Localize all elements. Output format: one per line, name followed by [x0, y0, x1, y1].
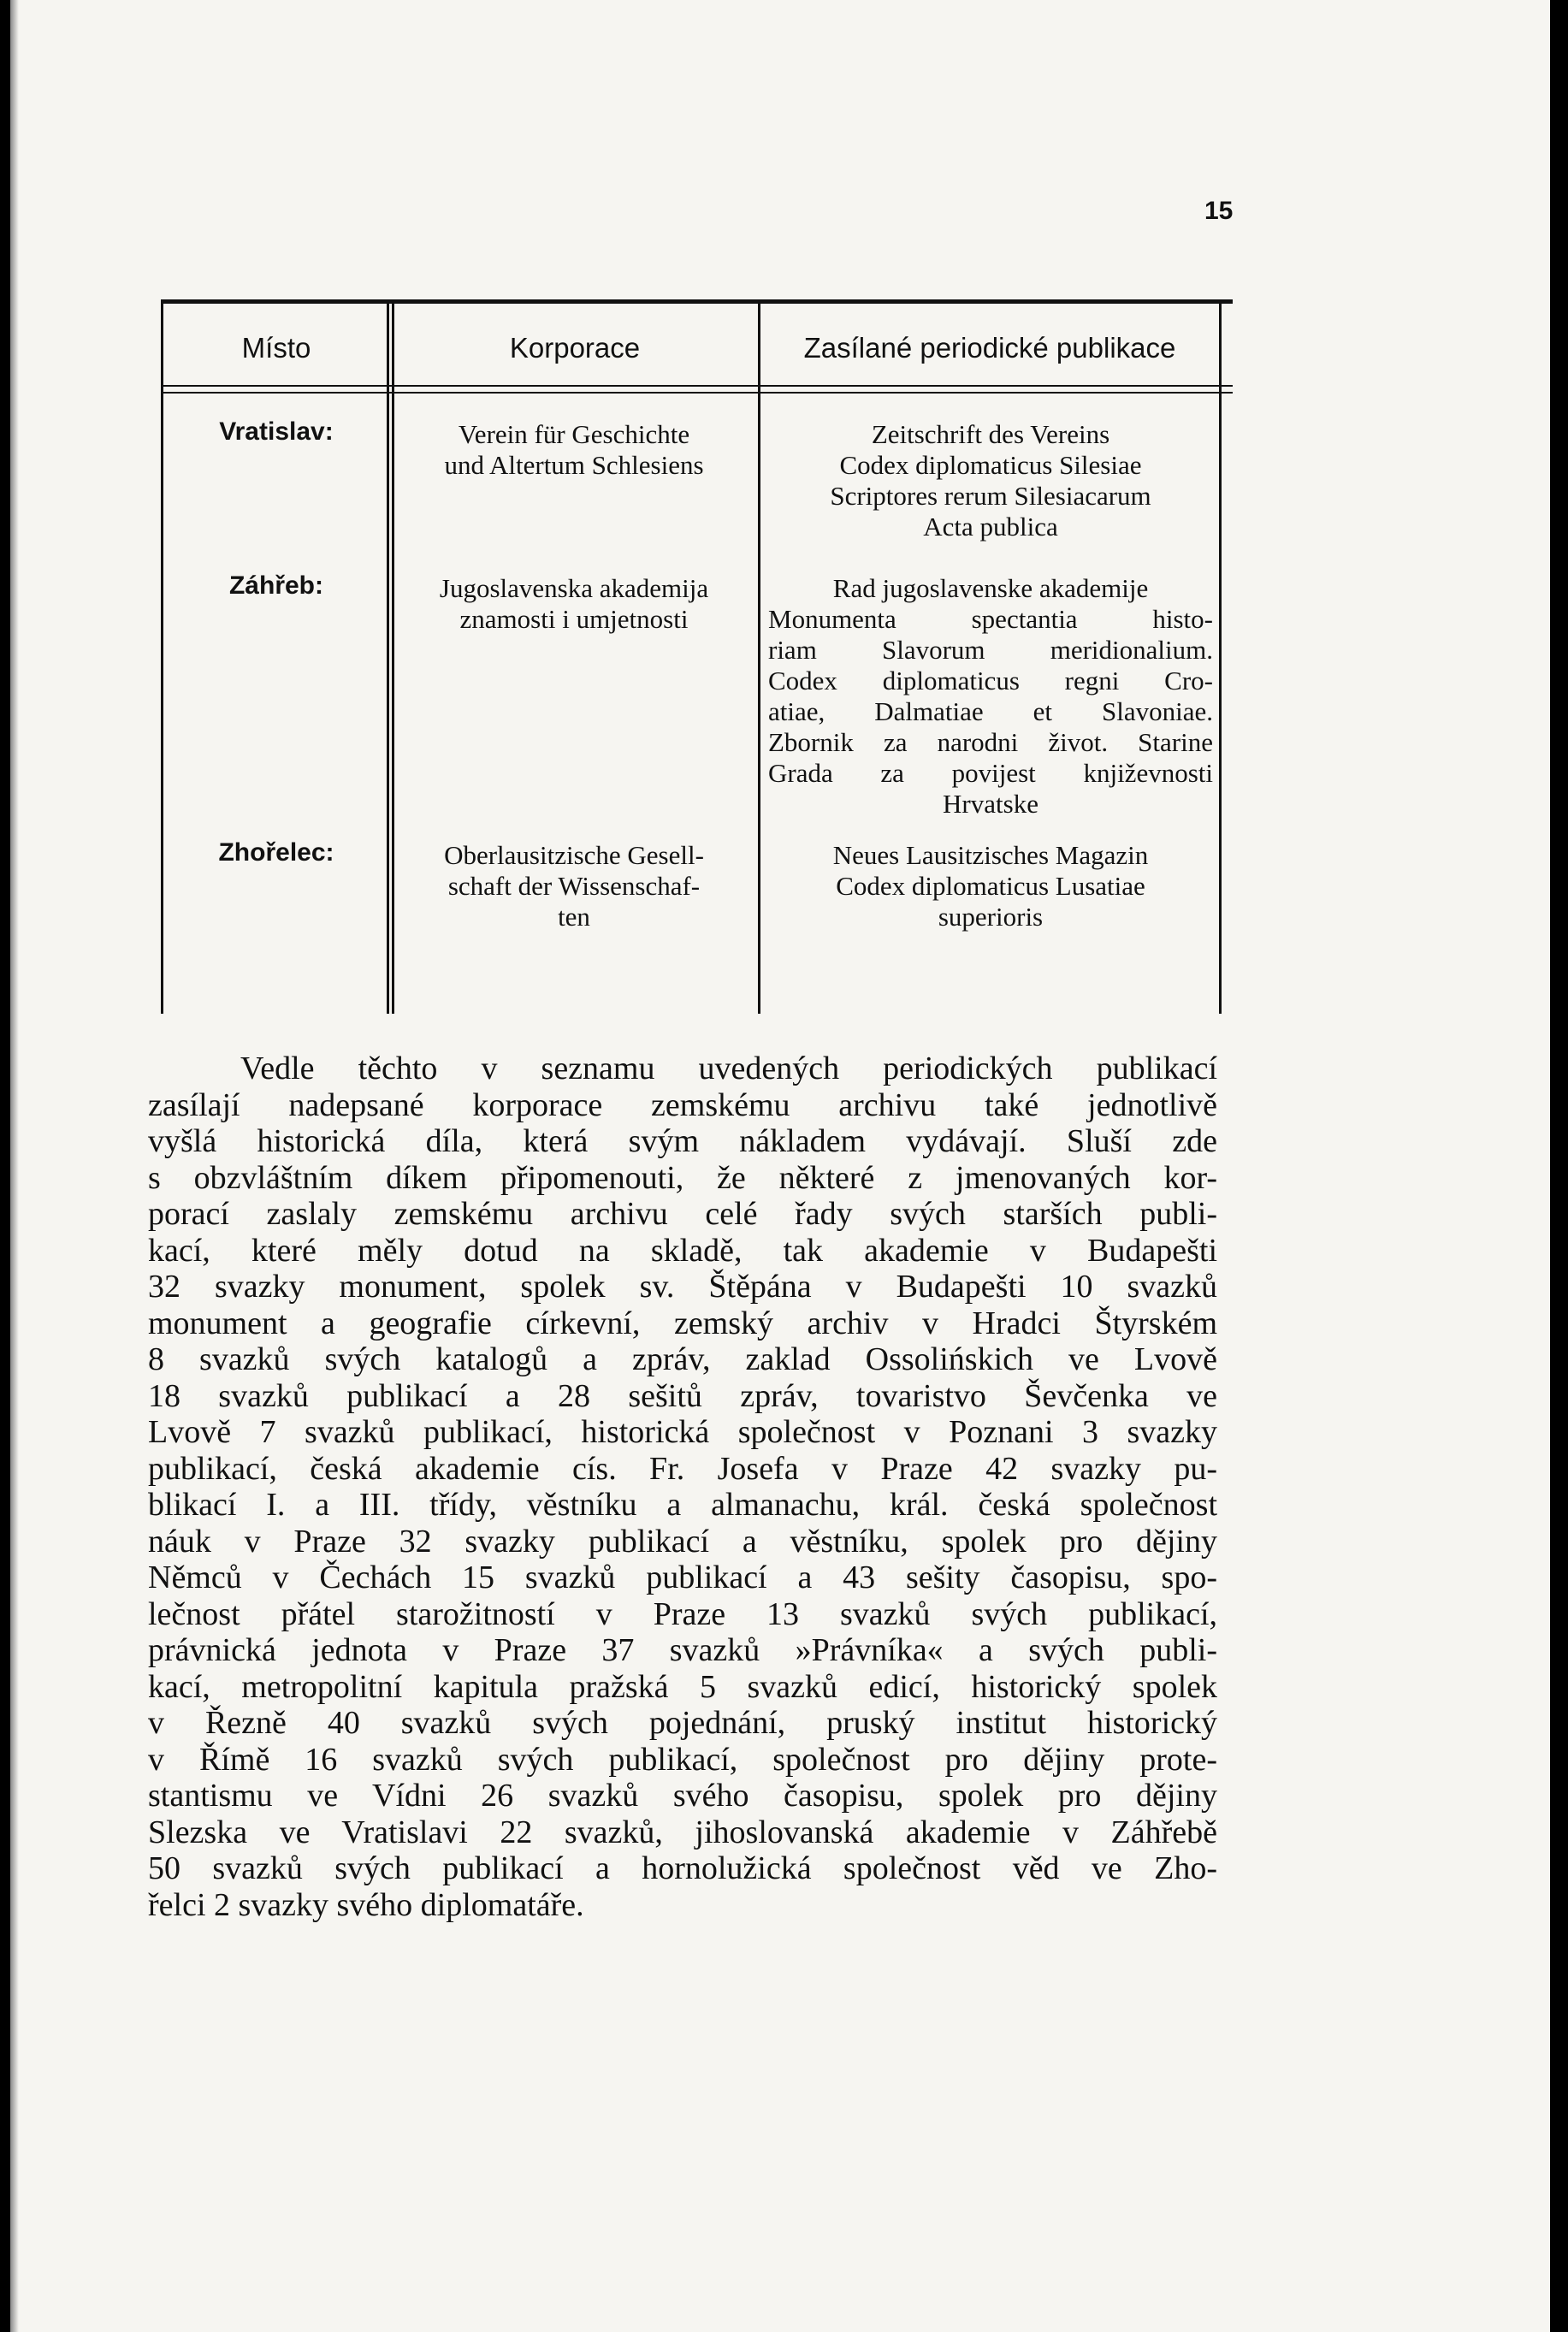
body-line: v Řezně 40 svazků svých pojednání, pruský institut historický — [148, 1705, 1217, 1741]
table-divider-1a — [387, 304, 389, 1014]
publication-line: riam Slavorum meridionalium. — [768, 635, 1213, 665]
row-place: Vratislav: — [219, 417, 334, 446]
body-line: publikací, česká akademie cís. Fr. Josefa v Praze 42 svazky pu- — [148, 1450, 1217, 1487]
corporation-line: und Altertum Schlesiens — [444, 450, 704, 480]
publication-line: superioris — [938, 902, 1044, 932]
body-line: v Římě 16 svazků svých publikací, společnost pro dějiny prote- — [148, 1741, 1217, 1778]
body-line: kací, které měly dotud na skladě, tak akademie v Budapešti — [148, 1232, 1217, 1269]
body-line: blikací I. a III. třídy, věstníku a almanachu, král. česká společnost — [148, 1487, 1217, 1523]
page-edge-shadow — [10, 0, 19, 2332]
publication-line: Zeitschrift des Vereins — [871, 419, 1110, 449]
header-corporation: Korporace — [509, 332, 641, 364]
publication-line: Grada za povijest književnosti — [768, 758, 1213, 788]
row-publications — [768, 840, 1213, 932]
row-publications — [768, 419, 1213, 542]
body-line: porací zaslaly zemskému archivu celé řady svých starších publi- — [148, 1196, 1217, 1232]
corporation-line: ten — [558, 902, 590, 932]
publication-line: Neues Lausitzisches Magazin — [832, 840, 1149, 870]
publication-line: Hrvatske — [943, 789, 1038, 819]
body-line: právnická jednota v Praze 37 svazků »Právníka« a svých publi- — [148, 1632, 1217, 1668]
body-line: zasílají nadepsané korporace zemskému archivu také jednotlivě — [148, 1086, 1217, 1123]
header-publications: Zasílané periodické publikace — [803, 332, 1176, 364]
table-left-border — [161, 304, 163, 1014]
body-line: Němců v Čechách 15 svazků publikací a 43 sešity časopisu, spo- — [148, 1560, 1217, 1595]
corporation-line: Verein für Geschichte — [458, 419, 690, 449]
body-line: vyšlá historická díla, která svým nákladem vydávají. Sluší zde — [148, 1123, 1217, 1159]
publication-line: Codex diplomaticus Silesiae — [839, 450, 1142, 480]
body-line: monument a geografie církevní, zemský archiv v Hradci Štyrském — [148, 1305, 1217, 1341]
publication-line: Rad jugoslavenske akademije — [832, 573, 1149, 603]
publication-line: Codex diplomaticus regni Cro- — [768, 666, 1213, 695]
body-line: 8 svazků svých katalogů a zpráv, zaklad Ossolińskich ve Lvově — [148, 1341, 1217, 1377]
publication-line: Acta publica — [923, 512, 1058, 542]
table-top-rule — [161, 299, 1233, 304]
body-line: kací, metropolitní kapitula pražská 5 svazků edicí, historický spolek — [148, 1668, 1217, 1705]
table-header-rule-2 — [161, 392, 1233, 394]
body-line: stantismu ve Vídni 26 svazků svého časopisu, spolek pro dějiny — [148, 1778, 1217, 1814]
body-line: 50 svazků svých publikací a hornolužická společnost věd ve Zho- — [148, 1850, 1217, 1886]
publication-line: Scriptores rerum Silesiacarum — [830, 481, 1151, 511]
corporation-line: znamosti i umjetnosti — [459, 604, 689, 634]
row-place: Zhořelec: — [218, 838, 334, 867]
body-line: s obzvláštním díkem připomenouti, že některé z jmenovaných kor- — [148, 1159, 1217, 1196]
header-place: Místo — [241, 332, 311, 364]
body-line: Slezska ve Vratislavi 22 svazků, jihoslovanská akademie v Záhřebě — [148, 1814, 1217, 1850]
row-place: Záhřeb: — [228, 571, 323, 600]
row-corporation — [393, 419, 754, 481]
publication-line: atiae, Dalmatiae et Slavoniae. — [768, 696, 1213, 726]
body-paragraph — [148, 1051, 1217, 1923]
row-corporation — [393, 840, 754, 932]
body-line: Vedle těchto v seznamu uvedených periodických publikací — [240, 1051, 1217, 1086]
corporation-line: schaft der Wissenschaf- — [447, 871, 701, 901]
body-line: lečnost přátel starožitností v Praze 13 svazků svých publikací, — [148, 1595, 1217, 1632]
table-right-border — [1219, 304, 1222, 1014]
publication-line: Monumenta spectantia histo- — [768, 604, 1213, 634]
body-line: náuk v Praze 32 svazky publikací a věstníku, spolek pro dějiny — [148, 1523, 1217, 1560]
table-header-rule — [161, 385, 1233, 387]
body-line: 32 svazky monument, spolek sv. Štěpána v Budapešti 10 svazků — [148, 1269, 1217, 1305]
table-divider-2 — [758, 304, 760, 1014]
body-line: Lvově 7 svazků publikací, historická společnost v Poznani 3 svazky — [148, 1414, 1217, 1450]
publication-line: Codex diplomaticus Lusatiae — [836, 871, 1145, 901]
publication-line: Zbornik za narodni život. Starine — [768, 727, 1213, 757]
row-publications — [768, 573, 1213, 820]
body-line: 18 svazků publikací a 28 sešitů zpráv, tovaristvo Ševčenka ve — [148, 1377, 1217, 1414]
body-line: řelci 2 svazky svého diplomatáře. — [148, 1886, 584, 1923]
corporation-line: Oberlausitzische Gesell- — [444, 840, 704, 870]
row-corporation — [393, 573, 754, 635]
corporation-line: Jugoslavenska akademija — [439, 573, 709, 603]
page-number: 15 — [1204, 197, 1234, 225]
